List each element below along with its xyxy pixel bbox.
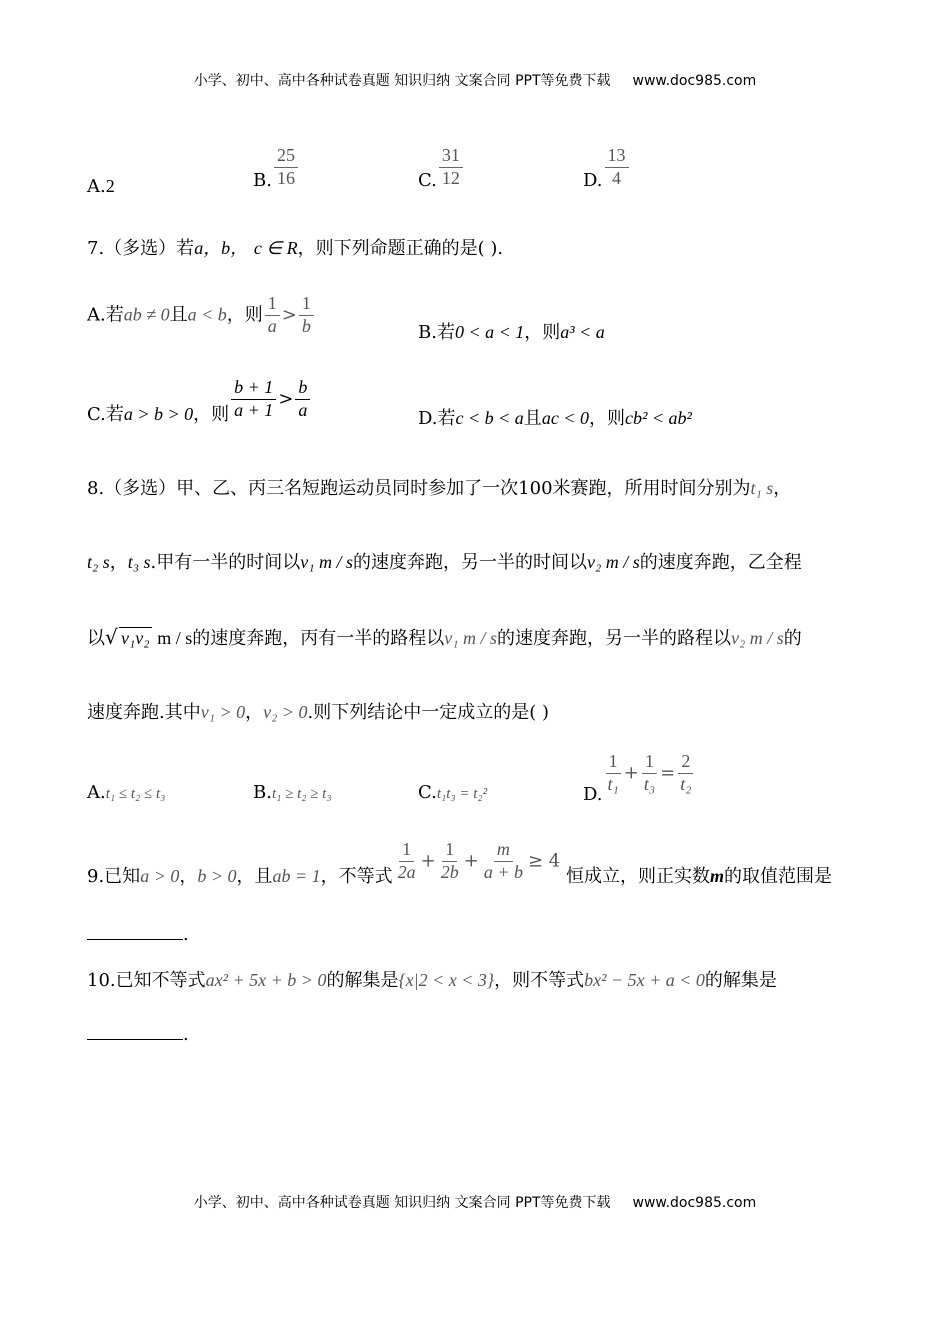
fraction: $\frac{1}{2a}$ — [397, 839, 416, 882]
q8-line-1: 8.（多选）甲、乙、丙三名短跑运动员同时参加了一次100米赛跑，所用时间分别为t₁ s， — [87, 478, 792, 499]
q10-stem: 10.已知不等式ax² + 5x + b > 0的解集是{x|2 < x < 3}，则不等式bx² − 5x + a < 0的解集是 — [87, 970, 777, 991]
fraction: $\frac{1}{\text{t₁}}$ — [607, 751, 619, 794]
q6-option-b[interactable]: B. $\frac{25}{16}$ — [253, 146, 300, 189]
q8-line-2: t₂ s，t₃ s.甲有一半的时间以v₁ m / s的速度奔跑，另一半的时间以v₂ m / s的速度奔跑，乙全程 — [87, 552, 802, 573]
q9-answer-blank[interactable]: . — [87, 924, 189, 945]
page-header — [0, 70, 950, 90]
q8-option-d[interactable]: D. $\frac{1}{\text{t₁}}$ + $\frac{1}{\text{t₃}}$ = $\frac{2}{\text{t₂}}$ — [583, 752, 697, 795]
q6-option-c[interactable]: C. $\frac{31}{12}$ — [418, 146, 465, 189]
fraction: $\frac{1}{b}$ — [299, 294, 314, 337]
fraction: $\frac{b + 1}{a + 1}$ — [231, 378, 276, 421]
q7-option-d[interactable]: D.若c < b < a且ac < 0，则cb² < ab² — [418, 408, 692, 429]
q8-option-a[interactable]: A.t₁ ≤ t₂ ≤ t₃ — [87, 782, 166, 803]
fraction: $\frac{13}{4}$ — [605, 146, 629, 189]
fraction: $\frac{b}{a}$ — [295, 378, 310, 421]
q7-option-c[interactable]: C.若a > b > 0，则 $\frac{b + 1}{a + 1}$ > $\frac{b}{a}$ — [87, 378, 312, 421]
q8-option-b[interactable]: B.t₁ ≥ t₂ ≥ t₃ — [253, 782, 332, 803]
fraction: $\frac{2}{\text{t₂}}$ — [680, 751, 692, 794]
q8-line-3: 以√ v₁v₂ m / s的速度奔跑，丙有一半的路程以v₁ m / s的速度奔跑，另一半的路程以v₂ m / s的 — [87, 624, 802, 650]
fraction: $\frac{25}{16}$ — [274, 146, 298, 189]
footer-site-link[interactable]: www.doc985.com — [632, 1195, 757, 1211]
q10-answer-blank[interactable]: . — [87, 1024, 189, 1045]
q7-stem: 7.（多选）若a，b， c ∈ R，则下列命题正确的是( ). — [87, 238, 504, 259]
q7-option-a[interactable]: A.若ab ≠ 0且a < b，则 $\frac{1}{a}$ > $\frac{1}{b}$ — [87, 294, 316, 337]
header-text: 小学、初中、高中各种试卷真题 知识归纳 文案合同 PPT等免费下载 — [193, 73, 611, 89]
fraction: $\frac{1}{2b}$ — [440, 839, 459, 882]
fraction: $\frac{31}{12}$ — [439, 146, 463, 189]
q9-stem: 9.已知a > 0，b > 0，且ab = 1，不等式 $\frac{1}{2a}$ + $\frac{1}{2b}$ + $\frac{m}{a + b}$ ≥ 4 恒成立，则正实数m的取值范围是 — [87, 839, 833, 888]
header-site-link[interactable]: www.doc985.com — [632, 73, 757, 89]
square-root: √ v₁v₂ — [105, 628, 152, 649]
q6-option-d[interactable]: D. $\frac{13}{4}$ — [583, 146, 631, 189]
q8-line-4: 速度奔跑.其中v₁ > 0，v₂ > 0.则下列结论中一定成立的是( ) — [87, 702, 550, 723]
footer-text: 小学、初中、高中各种试卷真题 知识归纳 文案合同 PPT等免费下载 — [193, 1195, 611, 1211]
page-footer — [0, 1192, 950, 1212]
fraction: $\frac{m}{a + b}$ — [483, 839, 523, 882]
q6-option-a[interactable]: A.2 — [87, 176, 115, 197]
fraction: $\frac{1}{\text{t₃}}$ — [643, 751, 656, 794]
q8-option-c[interactable]: C.t₁t₃ = t₂² — [418, 782, 488, 803]
q7-option-b[interactable]: B.若0 < a < 1，则a³ < a — [418, 322, 605, 343]
fraction: $\frac{1}{a}$ — [265, 294, 280, 337]
